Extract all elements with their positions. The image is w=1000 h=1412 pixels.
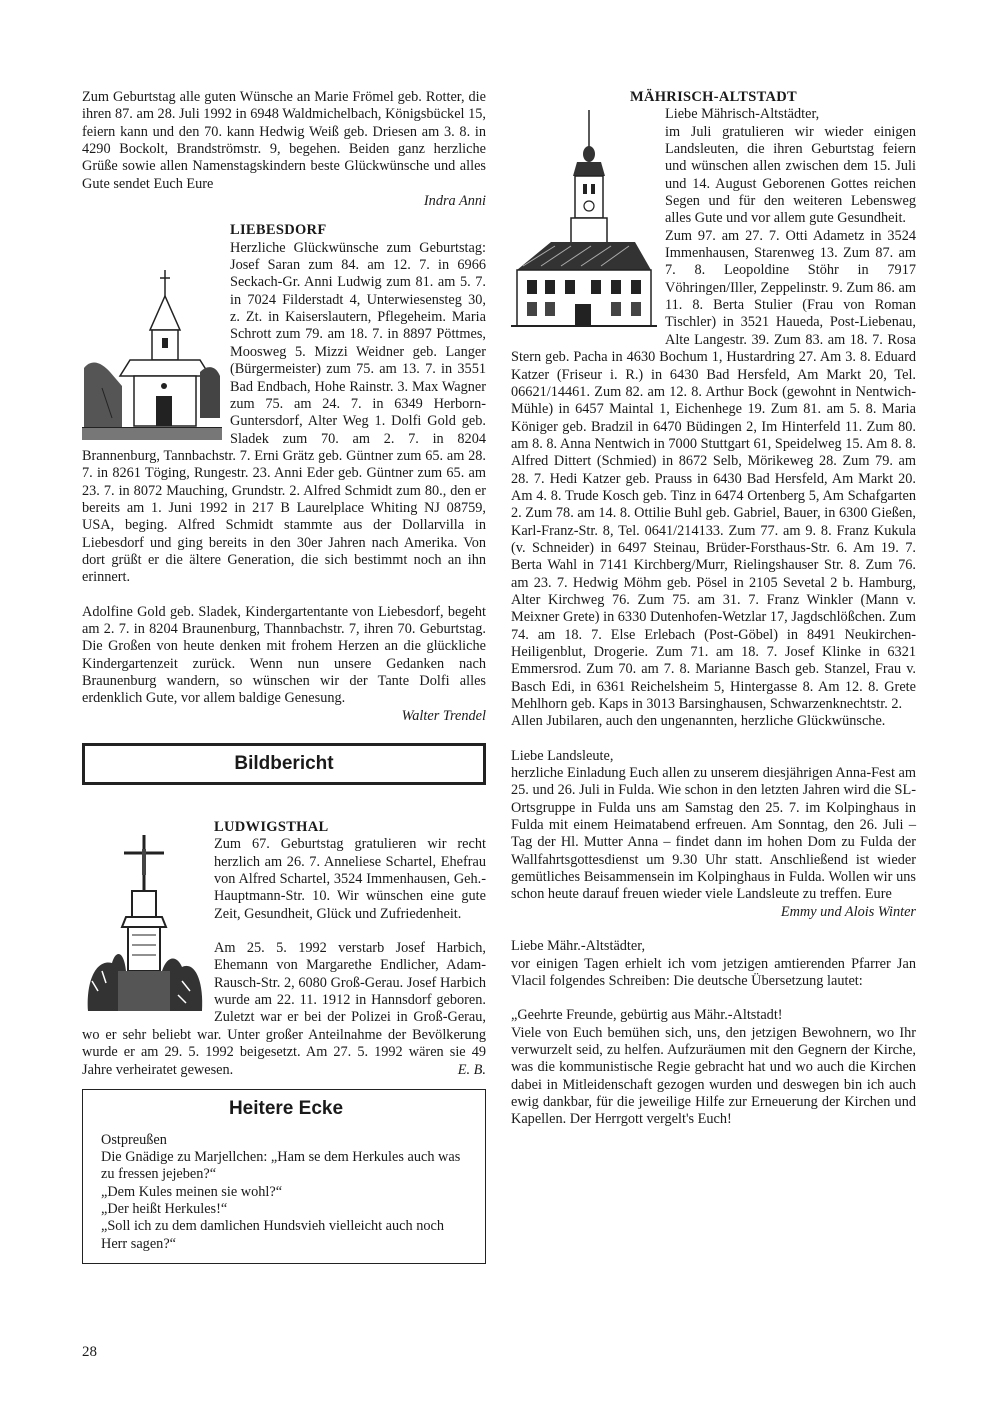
right-column — [511, 89, 916, 1129]
altstadt-closing: Allen Jubilaren, auch den ungenannten, herzliche Glückwünsche. — [511, 713, 886, 730]
altstadt-heading: MÄHRISCH-ALTSTADT — [629, 89, 798, 105]
heitere-line-2: Die Gnädige zu Marjellchen: „Ham se dem Herkules auch was zu fressen jejeben?“ — [101, 1148, 461, 1183]
heitere-ecke-title: Heitere Ecke — [228, 1098, 344, 1120]
liebesdorf-paragraph: Herzliche Glückwünsche zum Geburtstag: Josef Saran zum 84. am 12. 7. in 6966 Seckach-Gr. Anni Ludwig zum 81. am 5. 7. in 7024 Filderstadt 4, Unterwiesensteg 30, z. Zt. in Kaiserslautern, Pflegeheim. Maria Schrott zum 79. am 18. 7. in 8897 Pöttmes, Moosweg 5. Mizzi Weidner geb. Langer (Bürgermeister) zum 75. am 13. 7. in 3551 Bad Endbach, Hohe Rainstr. 3. Max Wagner zum 75. am 24. 7. in 6349 Herborn-Guntersdorf, Alter Weg 1. Dolfi Gold geb. Sladek zum 70. am 2. 7. in 8204 Brannenburg, Tannbachstr. 7. Erni Grätz geb. Güntner zum 65. am 28. 7. in 8261 Töging, Rungestr. 23. Anni Eder geb. Güntner zum 65. am 23. 7. in 8072 Mauching, Grundstr. 2. Alfred Schmidt zum 80., den er bereits am 1. Juni 1992 in 217 B Laurelplace Whiting NJ 08759, USA, beging. Alfred Schmidt stammte aus der Dollarvilla in Liebesdorf und ging bereits in den 30er Jahren nach Amerika. Von dort grüßt er die ältere Generation, die sich bestimmt noch an ihn erinnert. — [82, 239, 486, 586]
ludwigsthal-heading: LUDWIGSTHAL — [214, 819, 329, 836]
annafest-signature: Emmy und Alois Winter — [780, 903, 916, 920]
altstadt-greeting: Liebe Mährisch-Altstädter, — [665, 106, 820, 123]
altstadt-intro: im Juli gratulieren wir wieder einigen Landsleuten, die ihren Geburtstag feiern und wünschen allen zwischen dem 15. Juli und 14. August Geborenen Gottes reichen Segen und für den weiteren Lebensweg alles Gute und vor allem gute Gesundheit. — [665, 123, 916, 227]
adolfine-signature: Walter Trendel — [401, 707, 486, 724]
page-number: 28 — [82, 1344, 97, 1360]
pfarrer-greeting: Liebe Mähr.-Altstädter, — [511, 938, 646, 955]
heitere-line-4: „Der heißt Herkules!“ — [101, 1200, 228, 1217]
town-hall-illustration — [511, 110, 657, 336]
pfarrer-paragraph: vor einigen Tagen erhielt ich vom jetzigen amtierenden Pfarrer Jan Vlacil folgendes Schreiben: Die deutsche Übersetzung lautet: — [511, 955, 916, 989]
ludwigsthal-paragraph-2: Am 25. 5. 1992 verstarb Josef Harbich, Ehemann von Margarethe Endlicher, Adam-Rausch-Str. 2, 6080 Groß-Gerau. Josef Harbich wurde am 22. 11. 1912 in Hannsdorf geboren. Zuletzt war er bei der Polizei in Groß-Gerau, wo er sehr beliebt war. Unter großer Anteilnahme der Bevölkerung wurde er am 29. 5. 1992 beigesetzt. Am 27. 5. 1992 wären sie 49 Jahre verheiratet gewesen. — [82, 940, 486, 1078]
ludwigsthal-paragraph-1: Zum 67. Geburtstag gratulieren wir recht herzlich am 26. 7. Anneliese Schartel, Ehefrau von Alfred Schartel, 3524 Immenhausen, Geh.-Hauptmann-Str. 10. Wir wünschen eine gute Zeit, Gesundheit, Glück und Zufriedenheit. — [214, 836, 486, 922]
ludwigsthal-signature: E. B. — [457, 1061, 486, 1078]
heitere-line-3: „Dem Kules meinen sie wohl?“ — [101, 1183, 283, 1200]
chapel-illustration — [82, 268, 222, 440]
intro-signature: Indra Anni — [423, 193, 486, 210]
heitere-line-1: Ostpreußen — [101, 1131, 167, 1148]
letter-body: Viele von Euch bemühen sich, uns, den jetzigen Bewohnern, wo Ihr verwurzelt seid, zu helfen. Aufzuräumen mit den Gegnern der Kirche, was die kommunistische Regie gebracht hat und wo auch die Kirchen dabei in Mitleidenschaft gezogen wurden und deswegen bin ich auch ewig dankbar, für die jeweilige Hilfe zur Erneuerung der Kirchen und Kapellen. Der Herrgott vergelt's Euch! — [511, 1024, 916, 1128]
bildbericht-banner: Bildbericht — [82, 743, 486, 785]
annafest-greeting: Liebe Landsleute, — [511, 747, 614, 764]
adolfine-paragraph: Adolfine Gold geb. Sladek, Kindergartentante von Liebesdorf, begeht am 2. 7. in 8204 Braunenburg, Thannbachstr. 7, ihren 70. Geburtstag. Die Großen von heute denken mit frohem Herzen an die glückliche Kindergartenzeit zurück. Wenn nun unsere Gedanken nach Braunenburg wandern, so wünschen wir der Tante Dolfi alles erdenklich Gute, vor allem baldige Genesung. — [82, 603, 486, 707]
left-column — [82, 89, 486, 1264]
altstadt-birthdays: Zum 97. am 27. 7. Otti Adametz in 3524 Immenhausen, Starenweg 13. Zum 87. am 7. 8. Leopoldine Stöhr in 7917 Vöhringen/Iller, Zeppelinstr. 9. Zum 86. am 11. 8. Berta Stulier (Frau von Roman Tischler) in 3521 Haueda, Post-Liebenau, Alte Langestr. 39. Zum 83. am 18. 7. Rosa Stern geb. Pacha in 4630 Bochum 1, Hustardring 27. Am 3. 8. Eduard Katzer (Friseur i. R.) in 6430 Bad Hersfeld, Am Markt 20, Tel. 06621/14461. Zum 82. am 12. 8. Arthur Bock (gewohnt in Nentwich-Mühle) in 6457 Maintal 1, Eichenhege 19. Zum 81. am 5. 8. Maria Königer geb. Bradzil in 6470 Büdingen 2, Im Hinterfeld 11. Zum 80. am 8. 8. Anna Nentwich in 7000 Stuttgart 61, Speidelweg 15. Am 8. 8. Alfred Dittert (Schmied) in 8672 Selb, Mörikeweg 28. Zum 79. am 28. 7. Hedi Katzer geb. Prauss in 6430 Bad Hersfeld, Am Markt 20. Am 4. 8. Trude Kosch geb. Tinz in 6474 Ortenberg 5, Am Schafgarten 2. Zum 78. am 14. 8. Ottilie Buhl geb. Gabriel, Bauer, in 6300 Gießen, Karl-Franz-Str. 8, Tel. 0641/214133. Zum 77. am 9. 8. Franz Kukula (v. Schneider) in 6497 Steinau, Brüder-Forsthaus-Str. 6. Am 19. 7. Berta Wahl in 7141 Kirchberg/Murr, Rielingshauser Str. 8. Zum 76. am 23. 7. Hedwig Möhm geb. Pösel in 2105 Sevetal 2 b. Hamburg, Alter Kirchweg 76. Zum 75. am 31. 7. Franz Winkler (Mann v. Meixner Grete) in 6330 Dutenhofen-Wetzlar 17, Jagdschlößchen. Zum 74. am 18. 7. Else Erlebach (Post-Göbel) in 8491 Neukirchen-Heiligenblut, Drogerie. Zum 71. am 18. 7. Josef Klinke in 6321 Emmersrod. Zum 70. am 7. 8. Marianne Basch geb. Stanzel, Frau v. Basch Edi, in 6361 Reichelsheim 5, Hintergasse 8. Am 12. 8. Grete Mehlhorn geb. Kaps in 3013 Barsinghausen, Schwarzenknechtstr. 2. — [511, 227, 916, 713]
heitere-line-5: „Soll ich zu dem damlichen Hundsvieh vielleicht auch noch Herr sagen?“ — [101, 1218, 445, 1252]
heitere-ecke-box — [82, 1089, 486, 1264]
annafest-paragraph: herzliche Einladung Euch allen zu unserem diesjährigen Anna-Fest am 25. und 26. Juli in Fulda. Wie schon in den letzten Jahren wird die SL-Ortsgruppe in Fulda uns am Samstag den 25. 7. im Kolpinghaus in Fulda mit einem Heimatabend erfreuen. Am Sonntag, den 26. Juli – Tag der Hl. Mutter Anna – findet dann im hohen Dom zu Fulda der Wallfahrtsgottesdienst um 9.30 Uhr statt. Anschließend ist wieder gemütliches Beisammensein im Kolpinghaus in Fulda. Wollen wir uns schon heute darauf freuen wieder viele Landsleute zu treffen. Eure — [511, 765, 916, 903]
letter-opening: „Geehrte Freunde, gebürtig aus Mähr.-Altstadt! — [511, 1007, 783, 1024]
intro-paragraph: Zum Geburtstag alle guten Wünsche an Marie Frömel geb. Rotter, die ihren 87. am 28. Juli 1992 in 6948 Waldmichelbach, Königsbückel 15, feiern kann und den 70. kann Hedwig Weiß geb. Driesen am 3. 8. in 4290 Bockolt, Brandströmstr. 9, begehen. Beiden ganz herzliche Grüße sowie allen Namenstagskindern beste Glückwünsche und alles Gute sendet Euch Eure — [82, 89, 486, 192]
liebesdorf-heading: LIEBESDORF — [230, 222, 327, 239]
wayside-cross-illustration — [82, 831, 206, 1011]
